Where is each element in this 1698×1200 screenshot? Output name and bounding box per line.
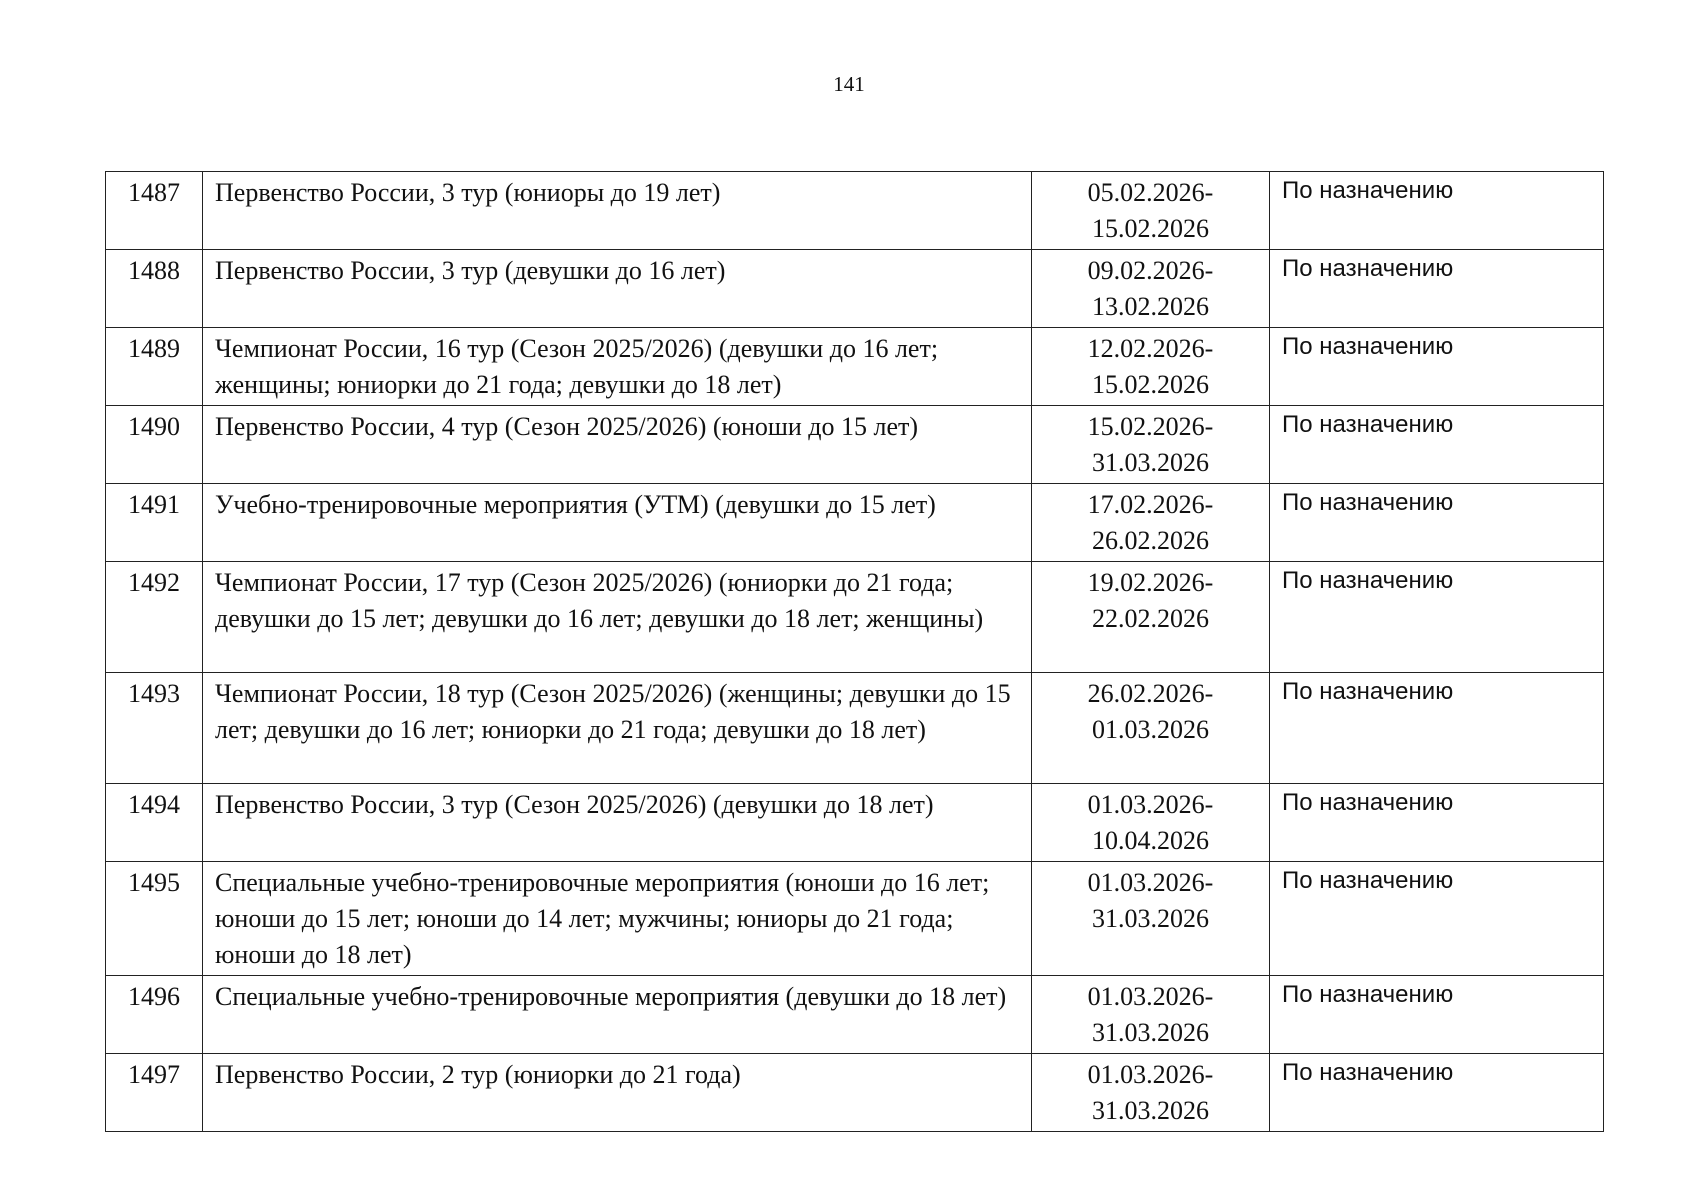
date-end: 31.03.2026: [1092, 448, 1209, 477]
event-name-cell: Первенство России, 4 тур (Сезон 2025/2026) (юноши до 15 лет): [203, 406, 1032, 484]
table-row: [106, 484, 1604, 562]
date-end: 10.04.2026: [1092, 826, 1209, 855]
table-row: [106, 976, 1604, 1054]
event-name-cell: Специальные учебно-тренировочные мероприятия (юноши до 16 лет; юноши до 15 лет; юноши до 14 лет; мужчины; юниоры до 21 года; юноши до 18 лет): [203, 862, 1032, 976]
table-row: [106, 1054, 1604, 1132]
date-end: 01.03.2026: [1092, 715, 1209, 744]
date-start: 01.03.2026-: [1087, 1060, 1214, 1089]
event-dates-cell: [1032, 1054, 1270, 1132]
date-end: 26.02.2026: [1092, 526, 1209, 555]
row-number-cell: 1494: [106, 784, 203, 862]
event-name-cell: Чемпионат России, 16 тур (Сезон 2025/2026) (девушки до 16 лет; женщины; юниорки до 21 года; девушки до 18 лет): [203, 328, 1032, 406]
event-dates-cell: [1032, 862, 1270, 976]
event-dates-cell: [1032, 673, 1270, 784]
row-number-cell: 1497: [106, 1054, 203, 1132]
event-name-cell: Чемпионат России, 17 тур (Сезон 2025/2026) (юниорки до 21 года; девушки до 15 лет; девушки до 16 лет; девушки до 18 лет; женщины): [203, 562, 1032, 673]
row-number-cell: 1492: [106, 562, 203, 673]
responsible-cell: По назначению: [1270, 172, 1604, 250]
event-name-cell: Первенство России, 3 тур (Сезон 2025/2026) (девушки до 18 лет): [203, 784, 1032, 862]
date-end: 22.02.2026: [1092, 604, 1209, 633]
event-dates-cell: [1032, 784, 1270, 862]
event-name-cell: Учебно-тренировочные мероприятия (УТМ) (девушки до 15 лет): [203, 484, 1032, 562]
event-dates-cell: [1032, 172, 1270, 250]
row-number-cell: 1488: [106, 250, 203, 328]
responsible-cell: По назначению: [1270, 484, 1604, 562]
date-start: 01.03.2026-: [1087, 790, 1214, 819]
date-start: 09.02.2026-: [1087, 256, 1214, 285]
table-row: [106, 250, 1604, 328]
event-dates-cell: [1032, 250, 1270, 328]
event-dates-cell: [1032, 406, 1270, 484]
date-end: 31.03.2026: [1092, 1018, 1209, 1047]
event-dates-cell: [1032, 484, 1270, 562]
event-name-cell: Специальные учебно-тренировочные мероприятия (девушки до 18 лет): [203, 976, 1032, 1054]
date-end: 15.02.2026: [1092, 370, 1209, 399]
event-dates-cell: [1032, 328, 1270, 406]
date-end: 31.03.2026: [1092, 904, 1209, 933]
responsible-cell: По назначению: [1270, 673, 1604, 784]
row-number-cell: 1491: [106, 484, 203, 562]
table-row: [106, 784, 1604, 862]
date-start: 12.02.2026-: [1087, 334, 1214, 363]
event-name-cell: Первенство России, 3 тур (юниоры до 19 лет): [203, 172, 1032, 250]
date-end: 31.03.2026: [1092, 1096, 1209, 1125]
date-start: 26.02.2026-: [1087, 679, 1214, 708]
event-dates-cell: [1032, 562, 1270, 673]
responsible-cell: По назначению: [1270, 328, 1604, 406]
event-dates-cell: [1032, 976, 1270, 1054]
event-name-cell: Чемпионат России, 18 тур (Сезон 2025/2026) (женщины; девушки до 15 лет; девушки до 16 лет; юниорки до 21 года; девушки до 18 лет): [203, 673, 1032, 784]
date-end: 13.02.2026: [1092, 292, 1209, 321]
row-number-cell: 1493: [106, 673, 203, 784]
date-start: 19.02.2026-: [1087, 568, 1214, 597]
date-start: 15.02.2026-: [1087, 412, 1214, 441]
table-row: [106, 172, 1604, 250]
responsible-cell: По назначению: [1270, 784, 1604, 862]
page-number: 141: [833, 72, 865, 96]
table-row: [106, 673, 1604, 784]
date-start: 01.03.2026-: [1087, 982, 1214, 1011]
responsible-cell: По назначению: [1270, 562, 1604, 673]
date-start: 01.03.2026-: [1087, 868, 1214, 897]
row-number-cell: 1490: [106, 406, 203, 484]
responsible-cell: По назначению: [1270, 250, 1604, 328]
table-row: [106, 862, 1604, 976]
event-name-cell: Первенство России, 3 тур (девушки до 16 лет): [203, 250, 1032, 328]
responsible-cell: По назначению: [1270, 1054, 1604, 1132]
table-row: [106, 562, 1604, 673]
event-name-cell: Первенство России, 2 тур (юниорки до 21 года): [203, 1054, 1032, 1132]
row-number-cell: 1489: [106, 328, 203, 406]
row-number-cell: 1487: [106, 172, 203, 250]
responsible-cell: По назначению: [1270, 406, 1604, 484]
responsible-cell: По назначению: [1270, 862, 1604, 976]
table-row: [106, 328, 1604, 406]
date-start: 17.02.2026-: [1087, 490, 1214, 519]
date-end: 15.02.2026: [1092, 214, 1209, 243]
table-row: [106, 406, 1604, 484]
row-number-cell: 1495: [106, 862, 203, 976]
responsible-cell: По назначению: [1270, 976, 1604, 1054]
date-start: 05.02.2026-: [1087, 178, 1214, 207]
schedule-table: [105, 171, 1604, 1132]
row-number-cell: 1496: [106, 976, 203, 1054]
